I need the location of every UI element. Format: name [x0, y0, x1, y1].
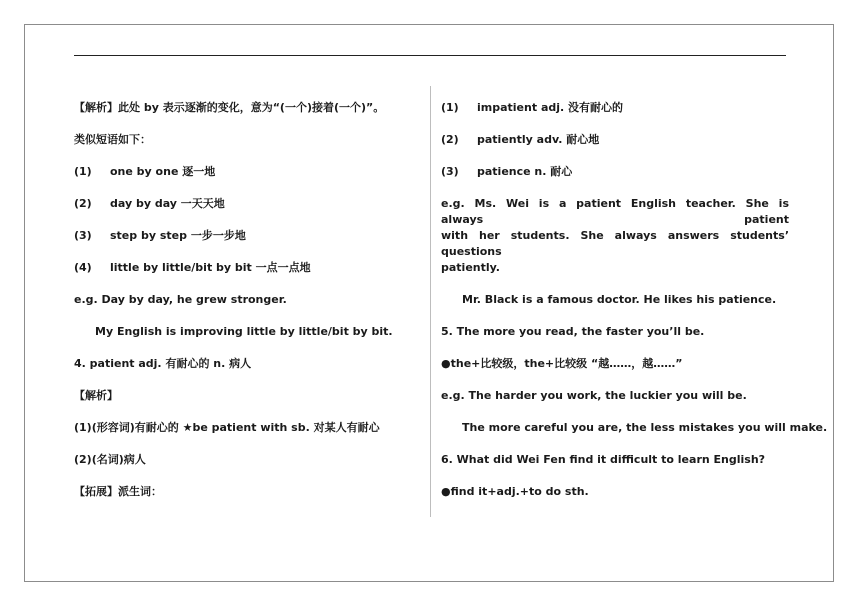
item-number: (1) [74, 165, 92, 178]
column-divider [430, 86, 431, 517]
analysis-note: 【解析】此处 by 表示逐渐的变化，意为“(一个)接着(一个)”。 [74, 101, 385, 114]
right-column [441, 100, 828, 516]
meaning-item: (2)(名词)病人 [74, 453, 146, 466]
item-number: (3) [74, 229, 92, 242]
sentence-heading: 6. What did Wei Fen find it difficult to learn English? [441, 453, 766, 466]
example-sentence: Mr. Black is a famous doctor. He likes his patience. [462, 293, 777, 306]
grammar-pattern: ●find it+adj.+to do sth. [441, 485, 589, 498]
derivative-item: (1) impatient adj. 没有耐心的 [441, 101, 624, 114]
meaning-item: (1)(形容词)有耐心的 ★be patient with sb. 对某人有耐心 [74, 421, 380, 434]
phrase-item: (2) day by day 一天天地 [74, 197, 225, 210]
derivative-item: (3) patience n. 耐心 [441, 165, 573, 178]
item-number: (2) [441, 133, 459, 146]
example-sentence: with her students. She always answers students’ questions [441, 229, 789, 258]
header-rule [74, 55, 786, 56]
analysis-heading: 【解析】 [74, 389, 118, 402]
item-number: (2) [74, 197, 92, 210]
phrase-item: (1) one by one 逐一地 [74, 165, 216, 178]
left-column [74, 100, 420, 516]
item-number: (4) [74, 261, 92, 274]
derivative-item: (2) patiently adv. 耐心地 [441, 133, 600, 146]
sentence-heading: 5. The more you read, the faster you’ll be. [441, 325, 705, 338]
example-sentence: e.g. Day by day, he grew stronger. [74, 293, 287, 306]
example-sentence: My English is improving little by little/bit by bit. [95, 325, 393, 338]
phrase-item: (4) little by little/bit by bit 一点一点地 [74, 261, 311, 274]
extension-heading: 【拓展】派生词： [74, 485, 162, 498]
item-number: (1) [441, 101, 459, 114]
phrase-item: (3) step by step 一步一步地 [74, 229, 246, 242]
example-sentence: The more careful you are, the less mistakes you will make. [462, 421, 828, 434]
example-sentence: e.g. Ms. Wei is a patient English teacher. She is always patient [441, 197, 789, 226]
grammar-pattern: ●the+比较级，the+比较级 “越……，越……” [441, 357, 683, 370]
item-number: (3) [441, 165, 459, 178]
vocab-heading: 4. patient adj. 有耐心的 n. 病人 [74, 357, 252, 370]
example-sentence: e.g. The harder you work, the luckier you will be. [441, 389, 747, 402]
example-sentence: patiently. [441, 261, 500, 274]
similar-phrases-heading: 类似短语如下： [74, 133, 151, 146]
